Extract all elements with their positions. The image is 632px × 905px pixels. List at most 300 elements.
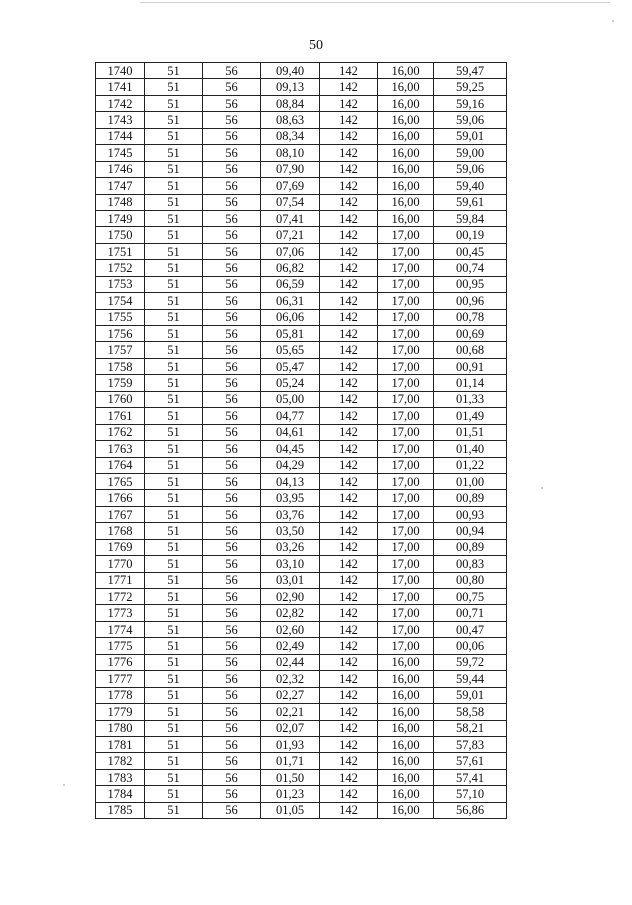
cell-lon-degrees: 142	[320, 112, 378, 128]
cell-lat-degrees: 51	[145, 210, 203, 226]
table-row	[96, 572, 507, 588]
cell-point-number: 1771	[96, 572, 145, 588]
cell-point-number: 1779	[96, 704, 145, 720]
cell-lon-minutes: 17,00	[378, 506, 434, 522]
cell-lon-seconds: 58,58	[434, 704, 507, 720]
table-row	[96, 408, 507, 424]
cell-lat-minutes: 56	[203, 638, 261, 654]
cell-lon-degrees: 142	[320, 654, 378, 670]
cell-point-number: 1760	[96, 391, 145, 407]
table-row	[96, 457, 507, 473]
cell-lat-seconds: 01,23	[261, 786, 320, 802]
cell-lat-minutes: 56	[203, 243, 261, 259]
cell-lat-seconds: 04,77	[261, 408, 320, 424]
table-row	[96, 621, 507, 637]
cell-point-number: 1740	[96, 63, 145, 79]
cell-lat-minutes: 56	[203, 720, 261, 736]
cell-lon-degrees: 142	[320, 638, 378, 654]
cell-lat-minutes: 56	[203, 572, 261, 588]
cell-lat-minutes: 56	[203, 391, 261, 407]
cell-lat-degrees: 51	[145, 342, 203, 358]
cell-lat-minutes: 56	[203, 424, 261, 440]
cell-lat-minutes: 56	[203, 408, 261, 424]
cell-lon-degrees: 142	[320, 408, 378, 424]
cell-lon-degrees: 142	[320, 243, 378, 259]
cell-lon-minutes: 16,00	[378, 687, 434, 703]
cell-lat-minutes: 56	[203, 769, 261, 785]
cell-lat-seconds: 07,21	[261, 227, 320, 243]
cell-lat-seconds: 01,50	[261, 769, 320, 785]
coordinates-table	[95, 62, 507, 819]
cell-lat-degrees: 51	[145, 556, 203, 572]
cell-lon-seconds: 59,06	[434, 112, 507, 128]
cell-point-number: 1756	[96, 326, 145, 342]
cell-point-number: 1776	[96, 654, 145, 670]
cell-lon-seconds: 00,94	[434, 523, 507, 539]
cell-lon-seconds: 59,01	[434, 687, 507, 703]
cell-lon-minutes: 17,00	[378, 260, 434, 276]
cell-lat-seconds: 03,76	[261, 506, 320, 522]
cell-lon-degrees: 142	[320, 753, 378, 769]
cell-lon-minutes: 16,00	[378, 161, 434, 177]
table-row	[96, 210, 507, 226]
cell-lon-seconds: 59,84	[434, 210, 507, 226]
table-row	[96, 63, 507, 79]
cell-lat-minutes: 56	[203, 786, 261, 802]
cell-lon-minutes: 16,00	[378, 95, 434, 111]
cell-lon-seconds: 00,06	[434, 638, 507, 654]
cell-lat-seconds: 05,00	[261, 391, 320, 407]
cell-lon-degrees: 142	[320, 441, 378, 457]
cell-lon-minutes: 17,00	[378, 621, 434, 637]
cell-point-number: 1775	[96, 638, 145, 654]
cell-lat-seconds: 03,95	[261, 490, 320, 506]
cell-lon-degrees: 142	[320, 523, 378, 539]
cell-lon-degrees: 142	[320, 128, 378, 144]
cell-lat-degrees: 51	[145, 621, 203, 637]
table-row	[96, 769, 507, 785]
cell-point-number: 1741	[96, 79, 145, 95]
cell-lat-seconds: 08,84	[261, 95, 320, 111]
cell-lon-minutes: 17,00	[378, 293, 434, 309]
cell-lat-seconds: 02,49	[261, 638, 320, 654]
cell-lon-degrees: 142	[320, 326, 378, 342]
cell-lat-degrees: 51	[145, 736, 203, 752]
cell-lon-degrees: 142	[320, 260, 378, 276]
cell-lat-degrees: 51	[145, 375, 203, 391]
cell-lat-degrees: 51	[145, 704, 203, 720]
cell-lon-seconds: 00,78	[434, 309, 507, 325]
cell-lon-minutes: 17,00	[378, 441, 434, 457]
cell-lat-seconds: 08,34	[261, 128, 320, 144]
cell-lon-minutes: 17,00	[378, 391, 434, 407]
cell-lon-seconds: 59,40	[434, 178, 507, 194]
cell-point-number: 1746	[96, 161, 145, 177]
cell-lat-seconds: 06,06	[261, 309, 320, 325]
cell-point-number: 1751	[96, 243, 145, 259]
cell-lat-seconds: 08,10	[261, 145, 320, 161]
cell-lat-minutes: 56	[203, 227, 261, 243]
cell-lon-minutes: 17,00	[378, 227, 434, 243]
cell-lat-minutes: 56	[203, 79, 261, 95]
cell-lat-degrees: 51	[145, 178, 203, 194]
cell-lon-degrees: 142	[320, 391, 378, 407]
cell-lon-seconds: 00,93	[434, 506, 507, 522]
cell-lon-minutes: 17,00	[378, 523, 434, 539]
cell-point-number: 1765	[96, 473, 145, 489]
cell-lon-minutes: 16,00	[378, 194, 434, 210]
cell-lon-minutes: 16,00	[378, 720, 434, 736]
cell-lon-minutes: 16,00	[378, 79, 434, 95]
scan-top-edge-line	[140, 2, 610, 3]
cell-lon-minutes: 16,00	[378, 178, 434, 194]
cell-lat-seconds: 02,32	[261, 671, 320, 687]
table-row	[96, 523, 507, 539]
cell-lat-degrees: 51	[145, 227, 203, 243]
table-row	[96, 605, 507, 621]
cell-lon-seconds: 57,61	[434, 753, 507, 769]
cell-lon-seconds: 00,45	[434, 243, 507, 259]
cell-lat-minutes: 56	[203, 539, 261, 555]
scan-speck	[541, 487, 543, 489]
cell-lat-minutes: 56	[203, 375, 261, 391]
cell-lon-minutes: 16,00	[378, 671, 434, 687]
cell-lon-seconds: 00,74	[434, 260, 507, 276]
cell-lat-minutes: 56	[203, 260, 261, 276]
cell-point-number: 1749	[96, 210, 145, 226]
table-row	[96, 638, 507, 654]
cell-lat-degrees: 51	[145, 720, 203, 736]
cell-point-number: 1777	[96, 671, 145, 687]
table-row	[96, 671, 507, 687]
cell-lat-seconds: 07,90	[261, 161, 320, 177]
cell-lat-seconds: 07,41	[261, 210, 320, 226]
cell-lon-seconds: 00,75	[434, 589, 507, 605]
cell-lon-seconds: 59,44	[434, 671, 507, 687]
cell-lat-degrees: 51	[145, 802, 203, 818]
cell-lat-minutes: 56	[203, 194, 261, 210]
cell-lon-degrees: 142	[320, 589, 378, 605]
cell-lon-minutes: 16,00	[378, 769, 434, 785]
cell-lat-seconds: 05,24	[261, 375, 320, 391]
cell-point-number: 1772	[96, 589, 145, 605]
cell-lat-seconds: 03,10	[261, 556, 320, 572]
cell-lat-seconds: 03,50	[261, 523, 320, 539]
cell-lat-degrees: 51	[145, 309, 203, 325]
cell-lon-degrees: 142	[320, 621, 378, 637]
cell-lon-minutes: 16,00	[378, 753, 434, 769]
cell-lon-seconds: 00,47	[434, 621, 507, 637]
cell-lat-degrees: 51	[145, 243, 203, 259]
cell-lon-seconds: 59,25	[434, 79, 507, 95]
cell-lat-minutes: 56	[203, 523, 261, 539]
cell-lat-degrees: 51	[145, 391, 203, 407]
cell-lon-minutes: 16,00	[378, 654, 434, 670]
cell-lon-minutes: 17,00	[378, 424, 434, 440]
cell-point-number: 1773	[96, 605, 145, 621]
cell-lat-degrees: 51	[145, 145, 203, 161]
table-row	[96, 473, 507, 489]
cell-lat-degrees: 51	[145, 95, 203, 111]
cell-lat-degrees: 51	[145, 408, 203, 424]
cell-lon-degrees: 142	[320, 704, 378, 720]
cell-lat-seconds: 03,01	[261, 572, 320, 588]
cell-lon-degrees: 142	[320, 375, 378, 391]
cell-lat-minutes: 56	[203, 605, 261, 621]
table-row	[96, 391, 507, 407]
cell-lon-minutes: 17,00	[378, 539, 434, 555]
cell-lon-seconds: 00,71	[434, 605, 507, 621]
cell-point-number: 1766	[96, 490, 145, 506]
cell-lon-degrees: 142	[320, 490, 378, 506]
cell-lon-seconds: 01,00	[434, 473, 507, 489]
cell-lat-seconds: 05,47	[261, 358, 320, 374]
cell-point-number: 1767	[96, 506, 145, 522]
cell-lat-degrees: 51	[145, 671, 203, 687]
cell-point-number: 1762	[96, 424, 145, 440]
cell-lat-minutes: 56	[203, 210, 261, 226]
cell-lon-degrees: 142	[320, 786, 378, 802]
cell-lon-degrees: 142	[320, 687, 378, 703]
table-row	[96, 358, 507, 374]
cell-lon-minutes: 17,00	[378, 572, 434, 588]
cell-lat-minutes: 56	[203, 178, 261, 194]
cell-lat-degrees: 51	[145, 276, 203, 292]
cell-lat-degrees: 51	[145, 194, 203, 210]
cell-lat-degrees: 51	[145, 687, 203, 703]
table-row	[96, 786, 507, 802]
cell-lat-degrees: 51	[145, 473, 203, 489]
cell-lat-minutes: 56	[203, 556, 261, 572]
cell-lon-degrees: 142	[320, 769, 378, 785]
cell-lat-seconds: 04,29	[261, 457, 320, 473]
cell-lon-seconds: 01,51	[434, 424, 507, 440]
cell-lon-seconds: 59,00	[434, 145, 507, 161]
cell-lon-minutes: 17,00	[378, 605, 434, 621]
table-row	[96, 704, 507, 720]
cell-lon-minutes: 16,00	[378, 145, 434, 161]
table-row	[96, 293, 507, 309]
table-row	[96, 79, 507, 95]
cell-lon-seconds: 00,80	[434, 572, 507, 588]
cell-lon-minutes: 16,00	[378, 802, 434, 818]
cell-lat-seconds: 01,05	[261, 802, 320, 818]
cell-lat-minutes: 56	[203, 145, 261, 161]
cell-lon-seconds: 57,41	[434, 769, 507, 785]
table-row	[96, 556, 507, 572]
table-row	[96, 753, 507, 769]
cell-lat-minutes: 56	[203, 95, 261, 111]
cell-lon-minutes: 17,00	[378, 457, 434, 473]
cell-lon-minutes: 17,00	[378, 375, 434, 391]
cell-lat-degrees: 51	[145, 769, 203, 785]
cell-lat-seconds: 02,27	[261, 687, 320, 703]
cell-lon-degrees: 142	[320, 161, 378, 177]
cell-lon-degrees: 142	[320, 539, 378, 555]
table-row	[96, 128, 507, 144]
cell-point-number: 1785	[96, 802, 145, 818]
cell-point-number: 1742	[96, 95, 145, 111]
cell-lat-degrees: 51	[145, 293, 203, 309]
cell-lon-minutes: 16,00	[378, 704, 434, 720]
cell-point-number: 1774	[96, 621, 145, 637]
cell-lon-degrees: 142	[320, 572, 378, 588]
cell-lon-seconds: 00,83	[434, 556, 507, 572]
cell-lat-seconds: 02,07	[261, 720, 320, 736]
cell-lat-seconds: 07,06	[261, 243, 320, 259]
cell-lat-degrees: 51	[145, 260, 203, 276]
cell-point-number: 1754	[96, 293, 145, 309]
cell-point-number: 1757	[96, 342, 145, 358]
coordinates-table-body	[96, 63, 507, 819]
cell-lat-seconds: 04,13	[261, 473, 320, 489]
cell-lat-seconds: 06,82	[261, 260, 320, 276]
cell-lat-minutes: 56	[203, 687, 261, 703]
cell-lon-degrees: 142	[320, 63, 378, 79]
cell-lon-seconds: 59,06	[434, 161, 507, 177]
cell-lon-seconds: 01,49	[434, 408, 507, 424]
cell-point-number: 1784	[96, 786, 145, 802]
cell-lon-seconds: 01,22	[434, 457, 507, 473]
cell-point-number: 1764	[96, 457, 145, 473]
cell-lat-seconds: 08,63	[261, 112, 320, 128]
cell-lat-degrees: 51	[145, 539, 203, 555]
cell-lat-minutes: 56	[203, 326, 261, 342]
table-row	[96, 194, 507, 210]
cell-point-number: 1755	[96, 309, 145, 325]
cell-lat-seconds: 09,13	[261, 79, 320, 95]
cell-lon-degrees: 142	[320, 424, 378, 440]
cell-lat-minutes: 56	[203, 736, 261, 752]
cell-lon-minutes: 16,00	[378, 112, 434, 128]
cell-lon-seconds: 57,83	[434, 736, 507, 752]
cell-point-number: 1744	[96, 128, 145, 144]
cell-lon-degrees: 142	[320, 309, 378, 325]
table-row	[96, 490, 507, 506]
cell-lat-degrees: 51	[145, 589, 203, 605]
cell-lon-seconds: 00,91	[434, 358, 507, 374]
cell-lon-minutes: 17,00	[378, 309, 434, 325]
cell-lon-degrees: 142	[320, 506, 378, 522]
cell-lon-minutes: 17,00	[378, 589, 434, 605]
cell-lat-seconds: 07,69	[261, 178, 320, 194]
table-row	[96, 161, 507, 177]
cell-lat-degrees: 51	[145, 457, 203, 473]
cell-point-number: 1778	[96, 687, 145, 703]
cell-lon-minutes: 17,00	[378, 490, 434, 506]
table-row	[96, 736, 507, 752]
cell-lat-minutes: 56	[203, 490, 261, 506]
cell-lat-seconds: 01,93	[261, 736, 320, 752]
cell-lat-degrees: 51	[145, 326, 203, 342]
cell-lat-seconds: 06,31	[261, 293, 320, 309]
cell-lon-seconds: 00,69	[434, 326, 507, 342]
cell-lon-degrees: 142	[320, 720, 378, 736]
cell-lat-seconds: 09,40	[261, 63, 320, 79]
cell-lon-degrees: 142	[320, 358, 378, 374]
cell-lat-seconds: 05,65	[261, 342, 320, 358]
cell-lat-seconds: 02,44	[261, 654, 320, 670]
cell-lat-minutes: 56	[203, 293, 261, 309]
cell-lon-seconds: 58,21	[434, 720, 507, 736]
cell-lon-degrees: 142	[320, 145, 378, 161]
cell-lat-degrees: 51	[145, 572, 203, 588]
table-row	[96, 506, 507, 522]
cell-lon-minutes: 17,00	[378, 326, 434, 342]
table-row	[96, 720, 507, 736]
cell-lat-seconds: 03,26	[261, 539, 320, 555]
cell-lat-minutes: 56	[203, 704, 261, 720]
cell-lon-minutes: 16,00	[378, 128, 434, 144]
cell-lat-minutes: 56	[203, 63, 261, 79]
cell-lon-minutes: 17,00	[378, 638, 434, 654]
cell-lon-minutes: 17,00	[378, 473, 434, 489]
cell-lon-seconds: 59,47	[434, 63, 507, 79]
cell-lon-seconds: 01,33	[434, 391, 507, 407]
cell-lon-degrees: 142	[320, 178, 378, 194]
cell-lon-degrees: 142	[320, 227, 378, 243]
cell-lon-degrees: 142	[320, 79, 378, 95]
cell-lat-minutes: 56	[203, 802, 261, 818]
cell-point-number: 1763	[96, 441, 145, 457]
cell-lat-minutes: 56	[203, 342, 261, 358]
table-row	[96, 589, 507, 605]
cell-lat-minutes: 56	[203, 276, 261, 292]
cell-lon-minutes: 16,00	[378, 63, 434, 79]
cell-lat-degrees: 51	[145, 786, 203, 802]
cell-lat-minutes: 56	[203, 128, 261, 144]
table-row	[96, 375, 507, 391]
cell-lon-seconds: 59,61	[434, 194, 507, 210]
cell-point-number: 1770	[96, 556, 145, 572]
cell-point-number: 1769	[96, 539, 145, 555]
cell-lat-degrees: 51	[145, 490, 203, 506]
table-row	[96, 441, 507, 457]
cell-lon-minutes: 17,00	[378, 358, 434, 374]
cell-lon-seconds: 01,40	[434, 441, 507, 457]
cell-point-number: 1745	[96, 145, 145, 161]
cell-lat-degrees: 51	[145, 523, 203, 539]
cell-lon-seconds: 00,96	[434, 293, 507, 309]
cell-point-number: 1781	[96, 736, 145, 752]
cell-lon-seconds: 00,68	[434, 342, 507, 358]
cell-lon-minutes: 17,00	[378, 342, 434, 358]
cell-lon-degrees: 142	[320, 802, 378, 818]
cell-lon-degrees: 142	[320, 95, 378, 111]
cell-lon-degrees: 142	[320, 194, 378, 210]
cell-point-number: 1759	[96, 375, 145, 391]
cell-lat-degrees: 51	[145, 605, 203, 621]
cell-lon-minutes: 16,00	[378, 786, 434, 802]
table-row	[96, 112, 507, 128]
cell-lat-degrees: 51	[145, 128, 203, 144]
cell-lat-degrees: 51	[145, 638, 203, 654]
cell-lon-minutes: 17,00	[378, 408, 434, 424]
cell-lon-seconds: 01,14	[434, 375, 507, 391]
cell-lat-degrees: 51	[145, 161, 203, 177]
cell-lon-degrees: 142	[320, 276, 378, 292]
cell-point-number: 1750	[96, 227, 145, 243]
cell-lon-degrees: 142	[320, 473, 378, 489]
cell-lat-seconds: 04,45	[261, 441, 320, 457]
page-number: 50	[309, 38, 323, 53]
cell-lat-seconds: 02,82	[261, 605, 320, 621]
cell-lat-degrees: 51	[145, 79, 203, 95]
table-row	[96, 243, 507, 259]
cell-lon-degrees: 142	[320, 671, 378, 687]
cell-point-number: 1768	[96, 523, 145, 539]
table-row	[96, 654, 507, 670]
